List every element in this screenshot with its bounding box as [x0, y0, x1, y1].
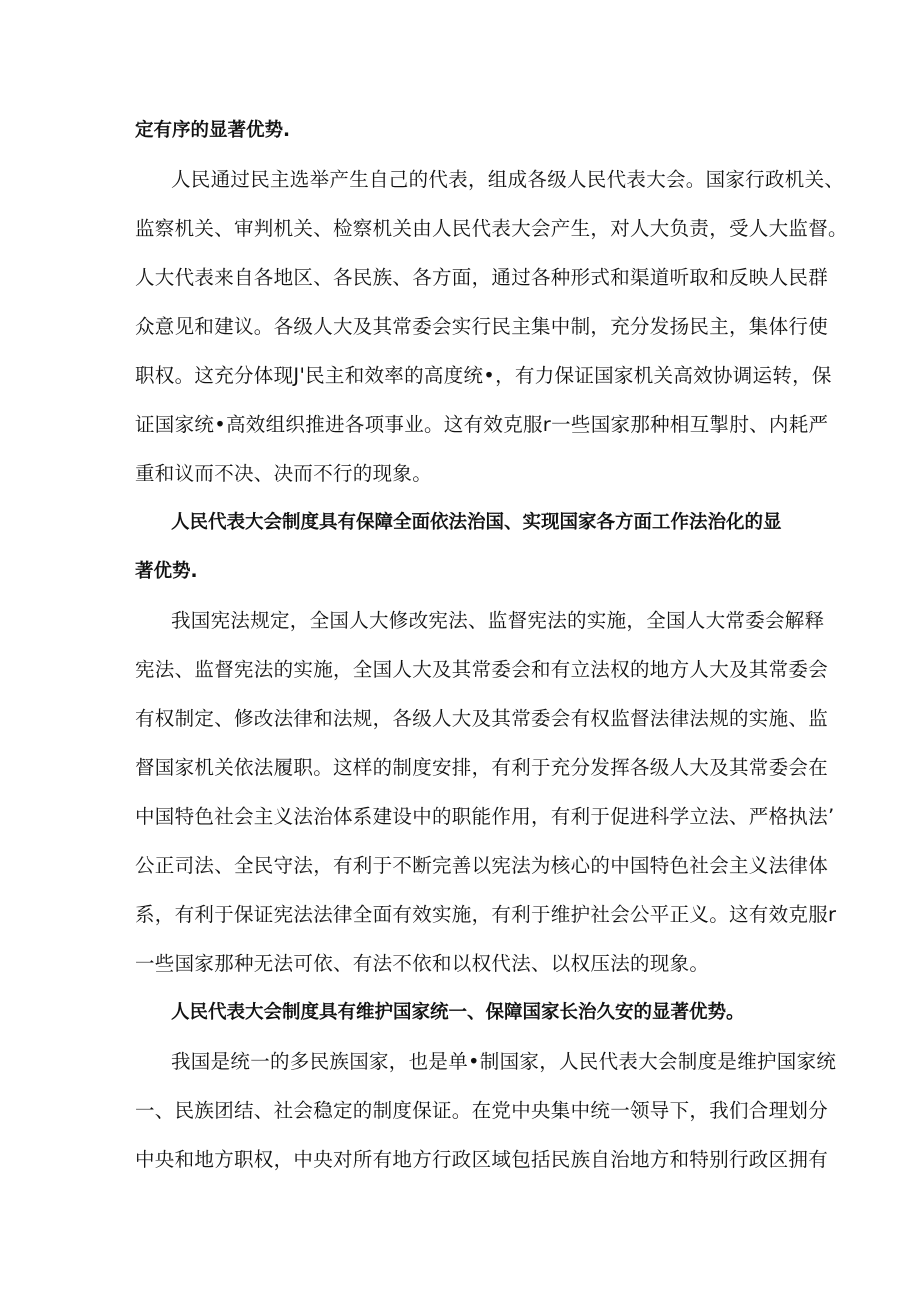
section-heading-2-line-1: 人民代表大会制度具有保障全面依法治国、实现国家各方面工作法治化的显	[171, 512, 782, 533]
paragraph-1-line-1: 人民通过民主选举产生自己的代表，组成各级人民代表大会。国家行政机关、	[171, 168, 845, 191]
paragraph-2-line-5: 中国特色社会主义法治体系建设中的职能作用，有利于促进科学立法、严格执法’	[135, 805, 835, 828]
paragraph-1-line-2: 监察机关、审判机关、检察机关由人民代表大会产生，对人大负责，受人大监督。	[135, 217, 848, 240]
paragraph-2-line-8: 一些国家那种无法可依、有法不依和以权代法、以权压法的现象。	[135, 952, 710, 975]
section-heading-tail: 定有序的显著优势.	[135, 120, 291, 141]
paragraph-3-line-1: 我国是统一的多民族国家，也是单•制国家，人民代表大会制度是维护国家统	[171, 1050, 837, 1073]
paragraph-2-line-6: 公正司法、全民守法，有利于不断完善以宪法为核心的中国特色社会主义法律体	[135, 854, 829, 877]
paragraph-1-line-7: 重和议而不决、决而不行的现象。	[135, 462, 433, 485]
paragraph-2-line-3: 有权制定、修改法律和法规，各级人大及其常委会有权监督法律法规的实施、监	[135, 707, 829, 730]
section-heading-3: 人民代表大会制度具有维护国家统一、保障国家长治久安的显著优势。	[171, 1002, 745, 1023]
paragraph-1-line-5: 职权。这充分体现J'民主和效率的高度统•，有力保证国家机关高效协调运转，保	[135, 364, 832, 387]
paragraph-1-line-3: 人大代表来自各地区、各民族、各方面，通过各种形式和渠道听取和反映人民群	[135, 266, 829, 289]
paragraph-3-line-3: 中央和地方职权，中央对所有地方行政区域包括民族自治地方和特别行政区拥有	[135, 1148, 829, 1171]
paragraph-1-line-6: 证国家统•高效组织推进各项事业。这有效克服r一些国家那种相互掣肘、内耗严	[135, 413, 829, 436]
section-heading-2-line-2: 著优势.	[135, 561, 198, 582]
paragraph-1-line-4: 众意见和建议。各级人大及其常委会实行民主集中制，充分发扬民主，集体行使	[135, 315, 829, 338]
paragraph-2-line-7: 系，有利于保证宪法法律全面有效实施，有利于维护社会公平正义。这有效克服r	[135, 903, 837, 926]
paragraph-2-line-4: 督国家机关依法履职。这样的制度安排，有利于充分发挥各级人大及其常委会在	[135, 756, 829, 779]
paragraph-2-line-2: 宪法、监督宪法的实施，全国人大及其常委会和有立法权的地方人大及其常委会	[135, 658, 829, 681]
paragraph-2-line-1: 我国宪法规定，全国人大修改宪法、监督宪法的实施，全国人大常委会解释	[171, 609, 825, 632]
paragraph-3-line-2: 一、民族团结、社会稳定的制度保证。在党中央集中统一领导下，我们合理划分	[135, 1099, 829, 1122]
